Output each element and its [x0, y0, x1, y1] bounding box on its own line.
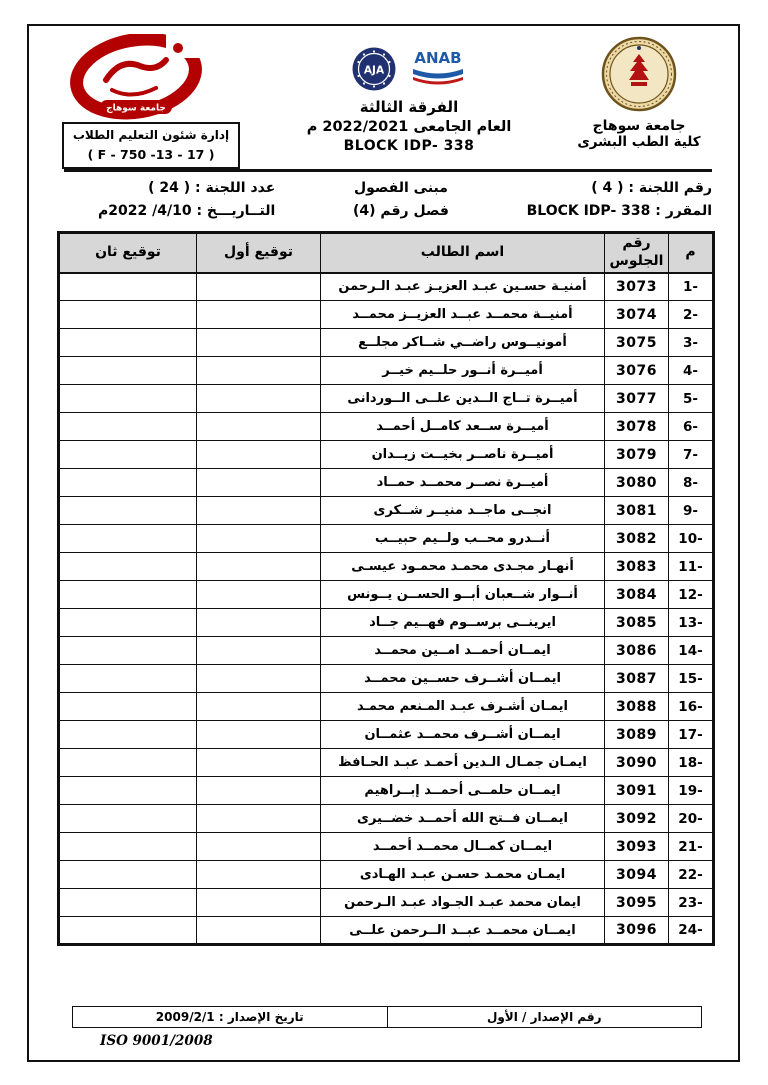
student-name: ايمان محمد عبـد الجـواد عبـد الـرحمن	[321, 889, 605, 917]
student-name: ايمـان أشـرف عبـد المـنعم محمـد	[321, 693, 605, 721]
first-signature-cell	[197, 721, 321, 749]
row-number: 7-	[669, 441, 714, 469]
student-row	[59, 777, 714, 805]
course-label: المقرر :	[655, 203, 712, 220]
issue-date: تاريخ الإصدار : 2009/2/1	[73, 1007, 388, 1028]
seat-number: 3075	[605, 329, 669, 357]
student-name: أميــرة ناصــر بخيــت زيــدان	[321, 441, 605, 469]
seat-number: 3084	[605, 581, 669, 609]
row-number: 5-	[669, 385, 714, 413]
row-number: 20-	[669, 805, 714, 833]
row-number: 22-	[669, 861, 714, 889]
seat-header-line2: الجلوس	[609, 252, 664, 269]
student-name: انجــى ماجــد منيــر شــكرى	[321, 497, 605, 525]
second-signature-cell	[59, 665, 197, 693]
course-line	[527, 200, 712, 223]
col-header-index: م	[669, 233, 714, 273]
first-signature-cell	[197, 273, 321, 301]
second-signature-cell	[59, 301, 197, 329]
second-signature-cell	[59, 329, 197, 357]
col-header-name: اسم الطالب	[321, 233, 605, 273]
student-row	[59, 469, 714, 497]
student-name: ايمــان حلمــى أحمــد إبــراهيم	[321, 777, 605, 805]
student-name: أنهـار مجـدى محمـد محمـود عيسـى	[321, 553, 605, 581]
table-header-row	[59, 233, 714, 273]
seat-number: 3095	[605, 889, 669, 917]
second-signature-cell	[59, 721, 197, 749]
academic-year: العام الجامعى 2022/2021 م	[306, 119, 512, 135]
seat-number: 3078	[605, 413, 669, 441]
row-number: 19-	[669, 777, 714, 805]
row-number: 15-	[669, 665, 714, 693]
second-signature-cell	[59, 693, 197, 721]
seat-number: 3087	[605, 665, 669, 693]
row-number: 4-	[669, 357, 714, 385]
row-number: 17-	[669, 721, 714, 749]
anab-text: ANAB	[414, 49, 462, 67]
committee-count: عدد اللجنة : ( 24 )	[148, 180, 276, 196]
student-row	[59, 749, 714, 777]
student-name: ايمـان جمـال الـدين أحمـد عبـد الحـافظ	[321, 749, 605, 777]
student-row	[59, 665, 714, 693]
seat-number: 3077	[605, 385, 669, 413]
second-signature-cell	[59, 749, 197, 777]
seat-header-line1: رقم	[622, 235, 651, 252]
second-signature-cell	[59, 917, 197, 945]
faculty-seal-icon	[601, 36, 677, 112]
committee-number: رقم اللجنة : ( 4 )	[591, 180, 712, 196]
second-signature-cell	[59, 889, 197, 917]
first-signature-cell	[197, 693, 321, 721]
accreditation-logos	[302, 44, 516, 94]
student-name: ايمــان أشــرف حســين محمــد	[321, 665, 605, 693]
aja-text: AJA	[363, 64, 385, 77]
aja-logo-icon	[351, 46, 397, 92]
second-signature-cell	[59, 413, 197, 441]
student-name: ايمــان محمــد عبــد الــرحمن علــى	[321, 917, 605, 945]
form-code: ( F - 750 -13 - 17 )	[87, 147, 215, 163]
info-count-date	[98, 177, 275, 223]
first-signature-cell	[197, 777, 321, 805]
info-committee-course	[527, 177, 712, 223]
seat-number: 3076	[605, 357, 669, 385]
second-signature-cell	[59, 357, 197, 385]
crescent-logo-icon	[68, 34, 208, 120]
first-signature-cell	[197, 553, 321, 581]
second-signature-cell	[59, 637, 197, 665]
sohag-university-logo	[68, 34, 208, 120]
row-number: 24-	[669, 917, 714, 945]
seat-number: 3088	[605, 693, 669, 721]
first-signature-cell	[197, 469, 321, 497]
first-signature-cell	[197, 357, 321, 385]
first-signature-cell	[197, 749, 321, 777]
student-name: أميــرة تــاج الــدين علــى الــوردانى	[321, 385, 605, 413]
issue-number: رقم الإصدار / الأول	[387, 1007, 702, 1028]
second-signature-cell	[59, 581, 197, 609]
row-number: 14-	[669, 637, 714, 665]
second-signature-cell	[59, 553, 197, 581]
student-name: ايمـان محمـد حسـن عبـد الهـادى	[321, 861, 605, 889]
student-name: أنــدرو محــب ولــيم حبيــب	[321, 525, 605, 553]
student-row	[59, 357, 714, 385]
first-signature-cell	[197, 581, 321, 609]
seat-number: 3094	[605, 861, 669, 889]
student-name: أمنيـة حسـين عبـد العزيـز عبـد الـرحمن	[321, 273, 605, 301]
row-number: 6-	[669, 413, 714, 441]
building-name: مبنى الفصول	[353, 180, 448, 196]
second-signature-cell	[59, 497, 197, 525]
student-name: أميــرة أنــور حلــيم خيــر	[321, 357, 605, 385]
seat-number: 3082	[605, 525, 669, 553]
row-number: 13-	[669, 609, 714, 637]
first-signature-cell	[197, 525, 321, 553]
seat-number: 3074	[605, 301, 669, 329]
col-header-second-signature: توقيع ثان	[59, 233, 197, 273]
row-number: 10-	[669, 525, 714, 553]
block-code: BLOCK IDP- 338	[343, 138, 475, 154]
student-name: ايمــان فــتح الله أحمــد خضــيرى	[321, 805, 605, 833]
seat-number: 3085	[605, 609, 669, 637]
room-number: فصل رقم (4)	[352, 203, 449, 220]
student-row	[59, 889, 714, 917]
row-number: 3-	[669, 329, 714, 357]
row-number: 23-	[669, 889, 714, 917]
first-signature-cell	[197, 805, 321, 833]
student-row	[59, 385, 714, 413]
second-signature-cell	[59, 441, 197, 469]
second-signature-cell	[59, 385, 197, 413]
first-signature-cell	[197, 917, 321, 945]
student-row	[59, 329, 714, 357]
row-number: 2-	[669, 301, 714, 329]
seat-number: 3073	[605, 273, 669, 301]
row-number: 12-	[669, 581, 714, 609]
student-row	[59, 301, 714, 329]
first-signature-cell	[197, 385, 321, 413]
anab-logo-icon	[409, 48, 467, 90]
student-row	[59, 805, 714, 833]
student-name: أمونيــوس راضــي شــاكر مجلــع	[321, 329, 605, 357]
student-name: ايمــان أشــرف محمــد عثمــان	[321, 721, 605, 749]
seat-number: 3092	[605, 805, 669, 833]
student-name: أميــرة نصــر محمــد حمــاد	[321, 469, 605, 497]
student-name: ايمــان أحمــد امــين محمــد	[321, 637, 605, 665]
row-number: 18-	[669, 749, 714, 777]
student-row	[59, 861, 714, 889]
student-name: أنــوار شــعبان أبــو الحســن يــونس	[321, 581, 605, 609]
row-number: 9-	[669, 497, 714, 525]
first-signature-cell	[197, 301, 321, 329]
row-number: 21-	[669, 833, 714, 861]
first-signature-cell	[197, 665, 321, 693]
seat-number: 3091	[605, 777, 669, 805]
first-signature-cell	[197, 861, 321, 889]
student-row	[59, 413, 714, 441]
logo-caption: جامعة سوهاج	[106, 103, 166, 114]
second-signature-cell	[59, 273, 197, 301]
first-signature-cell	[197, 497, 321, 525]
first-signature-cell	[197, 329, 321, 357]
col-header-seat	[605, 233, 669, 273]
faculty-name: كلية الطب البشرى	[577, 134, 701, 150]
exam-info	[64, 177, 712, 223]
second-signature-cell	[59, 777, 197, 805]
student-name: أميــرة ســعد كامــل أحمــد	[321, 413, 605, 441]
first-signature-cell	[197, 609, 321, 637]
seat-number: 3080	[605, 469, 669, 497]
row-number: 16-	[669, 693, 714, 721]
iso-label: ISO 9001/2008	[100, 1033, 213, 1049]
row-number: 1-	[669, 273, 714, 301]
student-row	[59, 441, 714, 469]
student-name: أمنيــة محمــد عبــد العزيــز محمــد	[321, 301, 605, 329]
course-code: BLOCK IDP- 338	[526, 203, 651, 220]
header-divider	[64, 169, 712, 172]
student-row	[59, 497, 714, 525]
seat-number: 3079	[605, 441, 669, 469]
seat-number: 3089	[605, 721, 669, 749]
footer-table	[72, 1006, 702, 1028]
student-name: ايمــان كمــال محمــد أحمــد	[321, 833, 605, 861]
second-signature-cell	[59, 525, 197, 553]
student-row	[59, 553, 714, 581]
second-signature-cell	[59, 833, 197, 861]
first-signature-cell	[197, 889, 321, 917]
student-row	[59, 273, 714, 301]
seat-number: 3083	[605, 553, 669, 581]
col-header-first-signature: توقيع أول	[197, 233, 321, 273]
student-row	[59, 581, 714, 609]
students-table	[57, 231, 715, 946]
seat-number: 3090	[605, 749, 669, 777]
student-row	[59, 693, 714, 721]
seat-number: 3096	[605, 917, 669, 945]
student-row	[59, 833, 714, 861]
department-name: إدارة شئون التعليم الطلاب	[72, 128, 230, 142]
header-center	[302, 44, 516, 154]
header-right	[556, 36, 722, 150]
info-location	[353, 177, 449, 223]
student-row	[59, 609, 714, 637]
second-signature-cell	[59, 469, 197, 497]
second-signature-cell	[59, 609, 197, 637]
exam-date: التــاريـــخ : 4/10/ 2022م	[98, 203, 276, 220]
first-signature-cell	[197, 441, 321, 469]
student-row	[59, 917, 714, 945]
students-table-body	[59, 273, 714, 945]
first-signature-cell	[197, 833, 321, 861]
first-signature-cell	[197, 413, 321, 441]
university-name: جامعة سوهاج	[592, 118, 686, 134]
grade-title: الفرقة الثالثة	[359, 98, 459, 116]
student-row	[59, 721, 714, 749]
department-box	[62, 122, 240, 169]
row-number: 8-	[669, 469, 714, 497]
seat-number: 3086	[605, 637, 669, 665]
row-number: 11-	[669, 553, 714, 581]
student-row	[59, 637, 714, 665]
first-signature-cell	[197, 637, 321, 665]
seat-number: 3093	[605, 833, 669, 861]
student-name: ايرينــى برســوم فهــيم جــاد	[321, 609, 605, 637]
seat-number: 3081	[605, 497, 669, 525]
second-signature-cell	[59, 861, 197, 889]
student-row	[59, 525, 714, 553]
second-signature-cell	[59, 805, 197, 833]
footer-row	[73, 1007, 702, 1028]
